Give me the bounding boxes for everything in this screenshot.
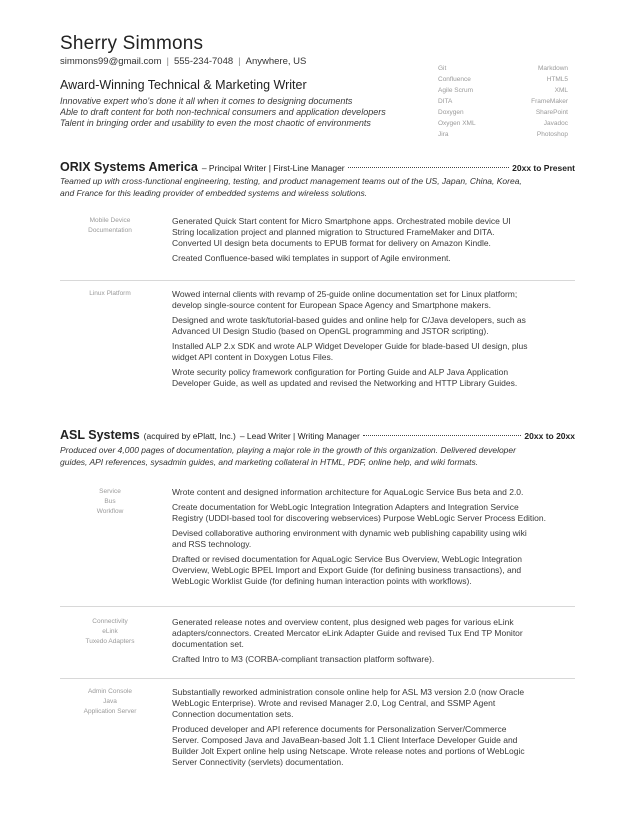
- skill-item: Agile Scrum: [438, 87, 474, 94]
- section-divider: [60, 678, 575, 679]
- bullet-line: Registry (UDDI-based tool for discovering webservices) Purpose WebLogic Server Process Edition.: [172, 513, 546, 523]
- bullet-item: [172, 487, 577, 498]
- skill-item: Markdown: [538, 65, 568, 72]
- skill-item: HTML5: [546, 76, 568, 83]
- bullet-line: Drafted or revised documentation for AquaLogic Service Bus Overview, WebLogic Integration: [172, 554, 522, 564]
- bullet-item: [172, 617, 577, 650]
- block-label-line: Mobile Device: [89, 217, 131, 224]
- bullet-item: [172, 367, 577, 389]
- bullet-line: Produced developer and API reference documents for Personalization Server/Commerce: [172, 724, 507, 734]
- bullet-line: Wrote security policy framework configuration for Porting Guide and ALP Java Application: [172, 367, 509, 377]
- bullet-line: WebLogic Enterprise). Wrote and revised Manager 2.0, Log Central, and SSMP Agent: [172, 698, 496, 708]
- bullet-item: [172, 687, 577, 720]
- location-text: Anywhere, US: [245, 56, 307, 67]
- job-dates: 20xx to 20xx: [524, 431, 575, 441]
- block-label-line: Application Server: [83, 708, 137, 715]
- bullet-item: [172, 341, 577, 363]
- skill-item: Git: [438, 65, 447, 72]
- bullet-line: Wrote content and designed information architecture for AquaLogic Service Bus beta and 2.0.: [172, 487, 524, 497]
- job-header: [60, 428, 575, 442]
- block-label-line: Tuxedo Adapters: [85, 638, 135, 645]
- skills-row: [438, 74, 568, 85]
- bullet-item: [172, 528, 577, 550]
- bullet-line: Designed and wrote task/tutorial-based guides and online help for C/Java developers, such as: [172, 315, 526, 325]
- bullet-line: and RSS technology.: [172, 539, 252, 549]
- bullet-line: Wowed internal clients with revamp of 25-guide online documentation set for Linux platform;: [172, 289, 518, 299]
- block-label-line: Linux Platform: [89, 290, 131, 297]
- bullet-item: [172, 654, 577, 665]
- bullet-line: Installed ALP 2.x SDK and wrote ALP Widget Developer Guide for blade-based UI design, plus: [172, 341, 528, 351]
- bullet-line: Generated release notes and overview content, plus designed web pages for various eLink: [172, 617, 514, 627]
- bullet-list: [172, 216, 577, 268]
- summary: [60, 96, 420, 130]
- skill-item: Jira: [438, 131, 449, 138]
- candidate-name: Sherry Simmons: [60, 33, 204, 54]
- bullet-list: [172, 289, 577, 393]
- bullet-item: [172, 724, 577, 768]
- bullet-line: adapters/connectors. Created Mercator eLink Adapter Guide and revised Tux End TP Monitor: [172, 628, 523, 638]
- summary-line: Able to draft content for both non-technical consumers and application developers: [60, 107, 386, 118]
- skills-row: [438, 85, 568, 96]
- bullet-item: [172, 554, 577, 587]
- job-description-line: Produced over 4,000 pages of documentation, playing a major role in the growth of this organization. Delivered developer: [60, 445, 516, 455]
- skill-item: Confluence: [438, 76, 471, 83]
- job-description-line: Teamed up with cross-functional engineering, testing, and product management teams out of the US, Japan, China, Korea,: [60, 176, 522, 186]
- block-label: [60, 487, 160, 517]
- bullet-line: Builder Jolt Expert online help using Netscape. Wrote release notes and portions of WebLogic: [172, 746, 525, 756]
- skill-item: Javadoc: [543, 120, 568, 127]
- skills-row: [438, 96, 568, 107]
- dotted-leader: [348, 167, 510, 168]
- bullet-line: Advanced UI Design Studio (based on OpenGL programming and JSTOR scripting).: [172, 326, 489, 336]
- block-label-line: Admin Console: [87, 688, 133, 695]
- summary-line: Talent in bringing order and usability to even the most chaotic of environments: [60, 118, 371, 129]
- block-label-line: Service: [99, 488, 121, 495]
- skills-list: [438, 63, 568, 140]
- job-description: [60, 176, 575, 199]
- block-label: [60, 289, 160, 299]
- email-text: simmons99@gmail.com: [60, 56, 162, 67]
- bullet-line: Generated Quick Start content for Micro Smartphone apps. Orchestrated mobile device UI: [172, 216, 511, 226]
- company-name: ORIX Systems America: [60, 160, 198, 174]
- job-description: [60, 445, 575, 468]
- skills-row: [438, 107, 568, 118]
- skills-row: [438, 118, 568, 129]
- bullet-line: Crafted Intro to M3 (CORBA-compliant transaction platform software).: [172, 654, 435, 664]
- job-dates: 20xx to Present: [512, 163, 575, 173]
- bullet-item: [172, 315, 577, 337]
- block-label-line: Bus: [104, 498, 116, 505]
- bullet-line: Devised collaborative authoring environment with dynamic web publishing capability using wiki: [172, 528, 527, 538]
- section-divider: [60, 606, 575, 607]
- dotted-leader: [363, 435, 522, 436]
- bullet-item: [172, 253, 577, 264]
- bullet-line: develop single-source content for European Space Agency and Smartphone makers.: [172, 300, 491, 310]
- separator: |: [166, 56, 169, 67]
- block-label-line: Documentation: [88, 227, 132, 234]
- bullet-list: [172, 687, 577, 772]
- separator: |: [238, 56, 241, 67]
- bullet-line: Connection documentation sets.: [172, 709, 294, 719]
- bullet-line: documentation set.: [172, 639, 244, 649]
- phone-text: 555-234-7048: [173, 56, 234, 67]
- job-role: – Principal Writer | First-Line Manager: [201, 163, 345, 173]
- bullet-line: Create documentation for WebLogic Integration Integration Adapters and Integration Service: [172, 502, 519, 512]
- bullet-line: WebLogic Worklist Guide (for defining human interaction points with workflows).: [172, 576, 472, 586]
- bullet-line: widget API content in Doxygen Lotus Files.: [172, 352, 334, 362]
- block-label: [60, 617, 160, 647]
- block-label-line: Connectivity: [92, 618, 128, 625]
- bullet-item: [172, 502, 577, 524]
- skill-item: DITA: [438, 98, 453, 105]
- summary-line: Innovative expert who's done it all when it comes to designing documents: [60, 96, 353, 106]
- skill-item: Doxygen: [438, 109, 464, 116]
- contact-line: [60, 56, 306, 67]
- bullet-list: [172, 617, 577, 669]
- block-label: [60, 687, 160, 717]
- skill-item: Oxygen XML: [438, 120, 476, 127]
- bullet-line: Converted UI design beta documents to EPUB format for delivery on Amazon Kindle.: [172, 238, 491, 248]
- skill-item: FrameMaker: [531, 98, 568, 105]
- bullet-line: Server. Composed Java and JavaBean-based Jolt 1.1 Client Interface Developer Guide and: [172, 735, 518, 745]
- block-label-line: Java: [103, 698, 117, 705]
- block-label-line: Workflow: [96, 508, 124, 515]
- bullet-line: Overview, WebLogic BPEL Import and Export Guide (for defining business transactions), and: [172, 565, 522, 575]
- job-description-line: and France for this leading provider of embedded systems and wireless solutions.: [60, 187, 368, 198]
- section-divider: [60, 280, 575, 281]
- skill-item: SharePoint: [535, 109, 568, 116]
- skills-row: [438, 63, 568, 74]
- skill-item: Photoshop: [536, 131, 568, 138]
- block-label: [60, 216, 160, 236]
- company-name: ASL Systems: [60, 428, 140, 442]
- company-subtitle: (acquired by ePlatt, Inc.): [143, 431, 236, 441]
- bullet-item: [172, 216, 577, 249]
- bullet-line: String localization project and planned migration to Structured FrameMaker and DITA.: [172, 227, 495, 237]
- block-label-line: eLink: [102, 628, 118, 635]
- job-description-line: guides, API references, sysadmin guides, and marketing collateral in HTML, PDF, online help, and wiki formats.: [60, 456, 479, 467]
- bullet-item: [172, 289, 577, 311]
- bullet-line: Developer Guide, as well as updated and revised the Networking and HTTP Library Guides.: [172, 378, 518, 388]
- skills-row: [438, 129, 568, 140]
- bullet-line: Server Connectivity (servlets) documentation.: [172, 757, 344, 767]
- bullet-line: Created Confluence-based wiki templates in support of Agile environment.: [172, 253, 451, 263]
- bullet-list: [172, 487, 577, 591]
- skill-item: XML: [554, 87, 568, 94]
- job-role: – Lead Writer | Writing Manager: [239, 431, 360, 441]
- headline: Award-Winning Technical & Marketing Writer: [60, 78, 307, 92]
- bullet-line: Substantially reworked administration console online help for ASL M3 version 2.0 (now Oracle: [172, 687, 525, 697]
- job-header: [60, 160, 575, 174]
